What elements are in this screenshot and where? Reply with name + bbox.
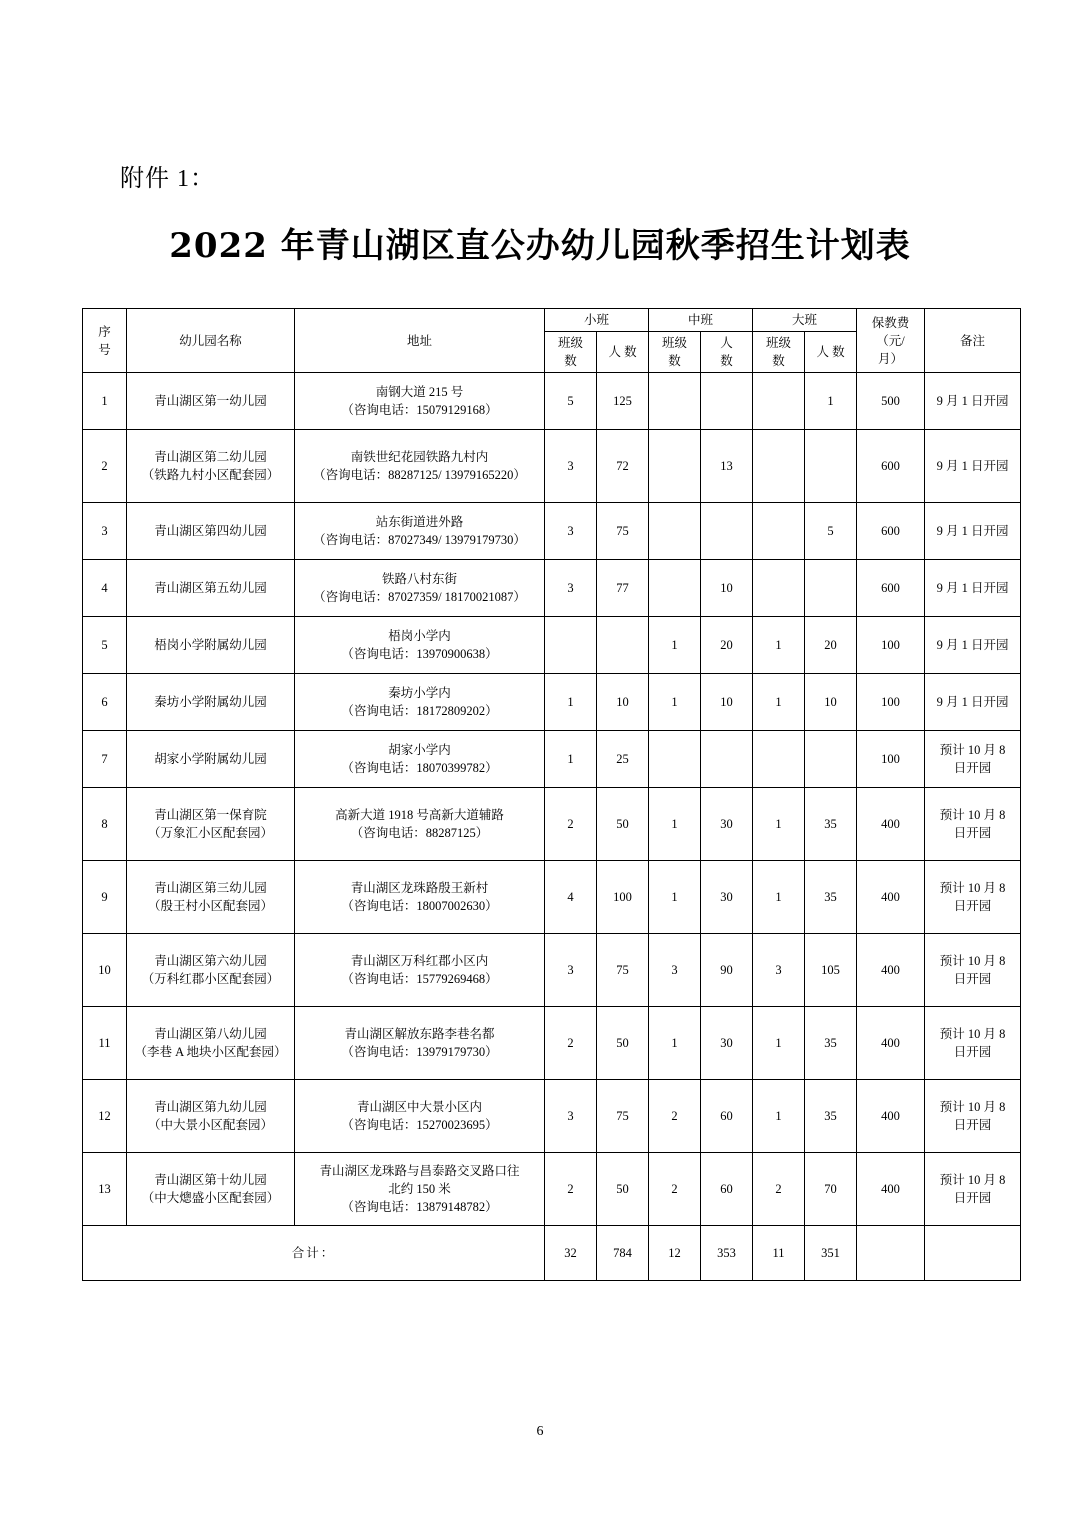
- tuition-fee: 100: [857, 674, 925, 731]
- row-index: 6: [83, 674, 127, 731]
- remark: 9 月 1 日开园: [925, 560, 1021, 617]
- kindergarten-address: 梧岗小学内 （咨询电话：13970900638）: [295, 617, 545, 674]
- middle-class-headcount: [701, 731, 753, 788]
- remark: 预计 10 月 8 日开园: [925, 861, 1021, 934]
- middle-class-headcount: 60: [701, 1080, 753, 1153]
- small-class-headcount: 50: [597, 1007, 649, 1080]
- tuition-fee: 600: [857, 503, 925, 560]
- total-remark: [925, 1226, 1021, 1281]
- kindergarten-address: 青山湖区中大景小区内 （咨询电话：15270023695）: [295, 1080, 545, 1153]
- big-class-count: 1: [753, 861, 805, 934]
- tuition-fee: 400: [857, 1007, 925, 1080]
- kindergarten-name: 青山湖区第八幼儿园 （李巷 A 地块小区配套园）: [127, 1007, 295, 1080]
- middle-class-count: 2: [649, 1080, 701, 1153]
- table-row: [83, 1007, 1021, 1080]
- small-class-headcount: 25: [597, 731, 649, 788]
- small-class-headcount: 50: [597, 788, 649, 861]
- kindergarten-address: 站东街道进外路 （咨询电话：87027349/ 13979179730）: [295, 503, 545, 560]
- middle-class-headcount: 90: [701, 934, 753, 1007]
- kindergarten-name: 青山湖区第三幼儿园 （殷王村小区配套园）: [127, 861, 295, 934]
- row-index: 5: [83, 617, 127, 674]
- middle-class-count: [649, 560, 701, 617]
- tuition-fee: 500: [857, 373, 925, 430]
- tuition-fee: 600: [857, 430, 925, 503]
- kindergarten-name: 青山湖区第九幼儿园 （中大景小区配套园）: [127, 1080, 295, 1153]
- big-class-count: 1: [753, 1007, 805, 1080]
- total-small-class-headcount: 784: [597, 1226, 649, 1281]
- big-class-count: [753, 560, 805, 617]
- big-class-headcount: 70: [805, 1153, 857, 1226]
- kindergarten-address: 南铁世纪花园铁路九村内 （咨询电话：88287125/ 13979165220）: [295, 430, 545, 503]
- row-index: 12: [83, 1080, 127, 1153]
- kindergarten-name: 胡家小学附属幼儿园: [127, 731, 295, 788]
- remark: 预计 10 月 8 日开园: [925, 934, 1021, 1007]
- table-header: [83, 309, 1021, 373]
- small-class-count: 3: [545, 934, 597, 1007]
- table-row: [83, 560, 1021, 617]
- total-tuition-fee: [857, 1226, 925, 1281]
- small-class-count: 2: [545, 1153, 597, 1226]
- row-index: 1: [83, 373, 127, 430]
- small-class-count: 4: [545, 861, 597, 934]
- kindergarten-address: 胡家小学内 （咨询电话：18070399782）: [295, 731, 545, 788]
- remark: 9 月 1 日开园: [925, 373, 1021, 430]
- middle-class-count: [649, 373, 701, 430]
- small-class-headcount: 77: [597, 560, 649, 617]
- big-class-count: 2: [753, 1153, 805, 1226]
- table-row: [83, 503, 1021, 560]
- small-class-headcount: 125: [597, 373, 649, 430]
- big-class-headcount: [805, 731, 857, 788]
- small-class-count: 2: [545, 1007, 597, 1080]
- small-class-count: 1: [545, 674, 597, 731]
- row-index: 13: [83, 1153, 127, 1226]
- row-index: 4: [83, 560, 127, 617]
- kindergarten-address: 青山湖区龙珠路与昌泰路交叉路口往 北约 150 米 （咨询电话：13879148782）: [295, 1153, 545, 1226]
- big-class-headcount: [805, 560, 857, 617]
- big-class-headcount: 10: [805, 674, 857, 731]
- big-class-headcount: [805, 430, 857, 503]
- total-small-class-count: 32: [545, 1226, 597, 1281]
- table-row: [83, 861, 1021, 934]
- remark: 预计 10 月 8 日开园: [925, 788, 1021, 861]
- middle-class-headcount: 30: [701, 861, 753, 934]
- remark: 9 月 1 日开园: [925, 503, 1021, 560]
- row-index: 8: [83, 788, 127, 861]
- row-index: 11: [83, 1007, 127, 1080]
- page-title: 2022 年青山湖区直公办幼儿园秋季招生计划表: [169, 226, 911, 266]
- kindergarten-name: 青山湖区第四幼儿园: [127, 503, 295, 560]
- row-index: 10: [83, 934, 127, 1007]
- big-class-headcount: 35: [805, 1080, 857, 1153]
- kindergarten-address: 南钢大道 215 号 （咨询电话：15079129168）: [295, 373, 545, 430]
- middle-class-count: [649, 430, 701, 503]
- row-index: 3: [83, 503, 127, 560]
- middle-class-headcount: 30: [701, 1007, 753, 1080]
- big-class-headcount: 20: [805, 617, 857, 674]
- header-middle-class-count: 班级 数: [649, 332, 701, 373]
- header-big-class-count: 班级 数: [753, 332, 805, 373]
- total-big-class-count: 11: [753, 1226, 805, 1281]
- kindergarten-name: 青山湖区第一幼儿园: [127, 373, 295, 430]
- tuition-fee: 400: [857, 861, 925, 934]
- tuition-fee: 100: [857, 617, 925, 674]
- middle-class-count: 1: [649, 1007, 701, 1080]
- table-row: [83, 731, 1021, 788]
- remark: 预计 10 月 8 日开园: [925, 1080, 1021, 1153]
- small-class-headcount: [597, 617, 649, 674]
- middle-class-count: 3: [649, 934, 701, 1007]
- remark: 预计 10 月 8 日开园: [925, 1007, 1021, 1080]
- kindergarten-name: 青山湖区第六幼儿园 （万科红郡小区配套园）: [127, 934, 295, 1007]
- remark: 9 月 1 日开园: [925, 430, 1021, 503]
- tuition-fee: 600: [857, 560, 925, 617]
- table-total-row: [83, 1226, 1021, 1281]
- middle-class-count: 1: [649, 674, 701, 731]
- small-class-count: 2: [545, 788, 597, 861]
- big-class-count: [753, 430, 805, 503]
- kindergarten-name: 青山湖区第一保育院 （万象汇小区配套园）: [127, 788, 295, 861]
- kindergarten-name: 青山湖区第五幼儿园: [127, 560, 295, 617]
- small-class-count: 3: [545, 560, 597, 617]
- table-row: [83, 788, 1021, 861]
- header-small-class: 小班: [545, 309, 649, 332]
- small-class-headcount: 100: [597, 861, 649, 934]
- middle-class-headcount: 13: [701, 430, 753, 503]
- kindergarten-address: 高新大道 1918 号高新大道辅路 （咨询电话：88287125）: [295, 788, 545, 861]
- big-class-count: [753, 373, 805, 430]
- big-class-headcount: 5: [805, 503, 857, 560]
- big-class-headcount: 1: [805, 373, 857, 430]
- big-class-count: [753, 731, 805, 788]
- big-class-count: 1: [753, 788, 805, 861]
- header-middle-class: 中班: [649, 309, 753, 332]
- big-class-count: 1: [753, 617, 805, 674]
- row-index: 2: [83, 430, 127, 503]
- kindergarten-address: 铁路八村东街 （咨询电话：87027359/ 18170021087）: [295, 560, 545, 617]
- header-small-class-count: 班级 数: [545, 332, 597, 373]
- small-class-count: 3: [545, 430, 597, 503]
- total-big-class-headcount: 351: [805, 1226, 857, 1281]
- tuition-fee: 400: [857, 934, 925, 1007]
- kindergarten-name: 青山湖区第十幼儿园 （中大熜盛小区配套园）: [127, 1153, 295, 1226]
- total-middle-class-headcount: 353: [701, 1226, 753, 1281]
- big-class-headcount: 35: [805, 861, 857, 934]
- table-row: [83, 373, 1021, 430]
- kindergarten-address: 青山湖区万科红郡小区内 （咨询电话：15779269468）: [295, 934, 545, 1007]
- remark: 9 月 1 日开园: [925, 617, 1021, 674]
- header-big-class-headcount: 人 数: [805, 332, 857, 373]
- header-kindergarten-name: 幼儿园名称: [127, 309, 295, 373]
- table-row: [83, 430, 1021, 503]
- row-index: 9: [83, 861, 127, 934]
- table-row: [83, 1153, 1021, 1226]
- big-class-headcount: 35: [805, 788, 857, 861]
- small-class-headcount: 10: [597, 674, 649, 731]
- small-class-headcount: 75: [597, 503, 649, 560]
- middle-class-headcount: [701, 373, 753, 430]
- tuition-fee: 400: [857, 788, 925, 861]
- big-class-count: 1: [753, 674, 805, 731]
- middle-class-headcount: 20: [701, 617, 753, 674]
- small-class-count: 5: [545, 373, 597, 430]
- middle-class-count: 1: [649, 617, 701, 674]
- header-big-class: 大班: [753, 309, 857, 332]
- header-middle-class-headcount: 人 数: [701, 332, 753, 373]
- small-class-count: 3: [545, 1080, 597, 1153]
- tuition-fee: 400: [857, 1080, 925, 1153]
- big-class-count: 3: [753, 934, 805, 1007]
- small-class-count: 3: [545, 503, 597, 560]
- small-class-count: [545, 617, 597, 674]
- total-middle-class-count: 12: [649, 1226, 701, 1281]
- table-row: [83, 934, 1021, 1007]
- attachment-label: 附件 1：: [120, 166, 215, 192]
- header-small-class-headcount: 人 数: [597, 332, 649, 373]
- middle-class-count: [649, 503, 701, 560]
- table-row: [83, 1080, 1021, 1153]
- middle-class-headcount: 30: [701, 788, 753, 861]
- table-row: [83, 617, 1021, 674]
- small-class-headcount: 72: [597, 430, 649, 503]
- remark: 预计 10 月 8 日开园: [925, 731, 1021, 788]
- big-class-count: [753, 503, 805, 560]
- middle-class-count: 1: [649, 788, 701, 861]
- page-number: 6: [536, 1424, 544, 1439]
- header-fee: 保教费 （元/ 月）: [857, 309, 925, 373]
- small-class-headcount: 75: [597, 1080, 649, 1153]
- remark: 9 月 1 日开园: [925, 674, 1021, 731]
- small-class-headcount: 50: [597, 1153, 649, 1226]
- big-class-count: 1: [753, 1080, 805, 1153]
- middle-class-headcount: 10: [701, 674, 753, 731]
- kindergarten-name: 秦坊小学附属幼儿园: [127, 674, 295, 731]
- table-body: [83, 373, 1021, 1281]
- kindergarten-name: 梧岗小学附属幼儿园: [127, 617, 295, 674]
- middle-class-count: 2: [649, 1153, 701, 1226]
- middle-class-headcount: 60: [701, 1153, 753, 1226]
- small-class-count: 1: [545, 731, 597, 788]
- remark: 预计 10 月 8 日开园: [925, 1153, 1021, 1226]
- small-class-headcount: 75: [597, 934, 649, 1007]
- tuition-fee: 400: [857, 1153, 925, 1226]
- row-index: 7: [83, 731, 127, 788]
- kindergarten-address: 秦坊小学内 （咨询电话：18172809202）: [295, 674, 545, 731]
- header-address: 地址: [295, 309, 545, 373]
- kindergarten-address: 青山湖区解放东路李巷名都 （咨询电话：13979179730）: [295, 1007, 545, 1080]
- middle-class-headcount: [701, 503, 753, 560]
- middle-class-count: [649, 731, 701, 788]
- big-class-headcount: 105: [805, 934, 857, 1007]
- kindergarten-name: 青山湖区第二幼儿园 （铁路九村小区配套园）: [127, 430, 295, 503]
- middle-class-headcount: 10: [701, 560, 753, 617]
- big-class-headcount: 35: [805, 1007, 857, 1080]
- kindergarten-address: 青山湖区龙珠路殷王新村 （咨询电话：18007002630）: [295, 861, 545, 934]
- middle-class-count: 1: [649, 861, 701, 934]
- tuition-fee: 100: [857, 731, 925, 788]
- total-label: 合计：: [83, 1226, 545, 1281]
- table-row: [83, 674, 1021, 731]
- header-remark: 备注: [925, 309, 1021, 373]
- header-no: 序 号: [83, 309, 127, 373]
- enrollment-plan-table: [82, 308, 1021, 1281]
